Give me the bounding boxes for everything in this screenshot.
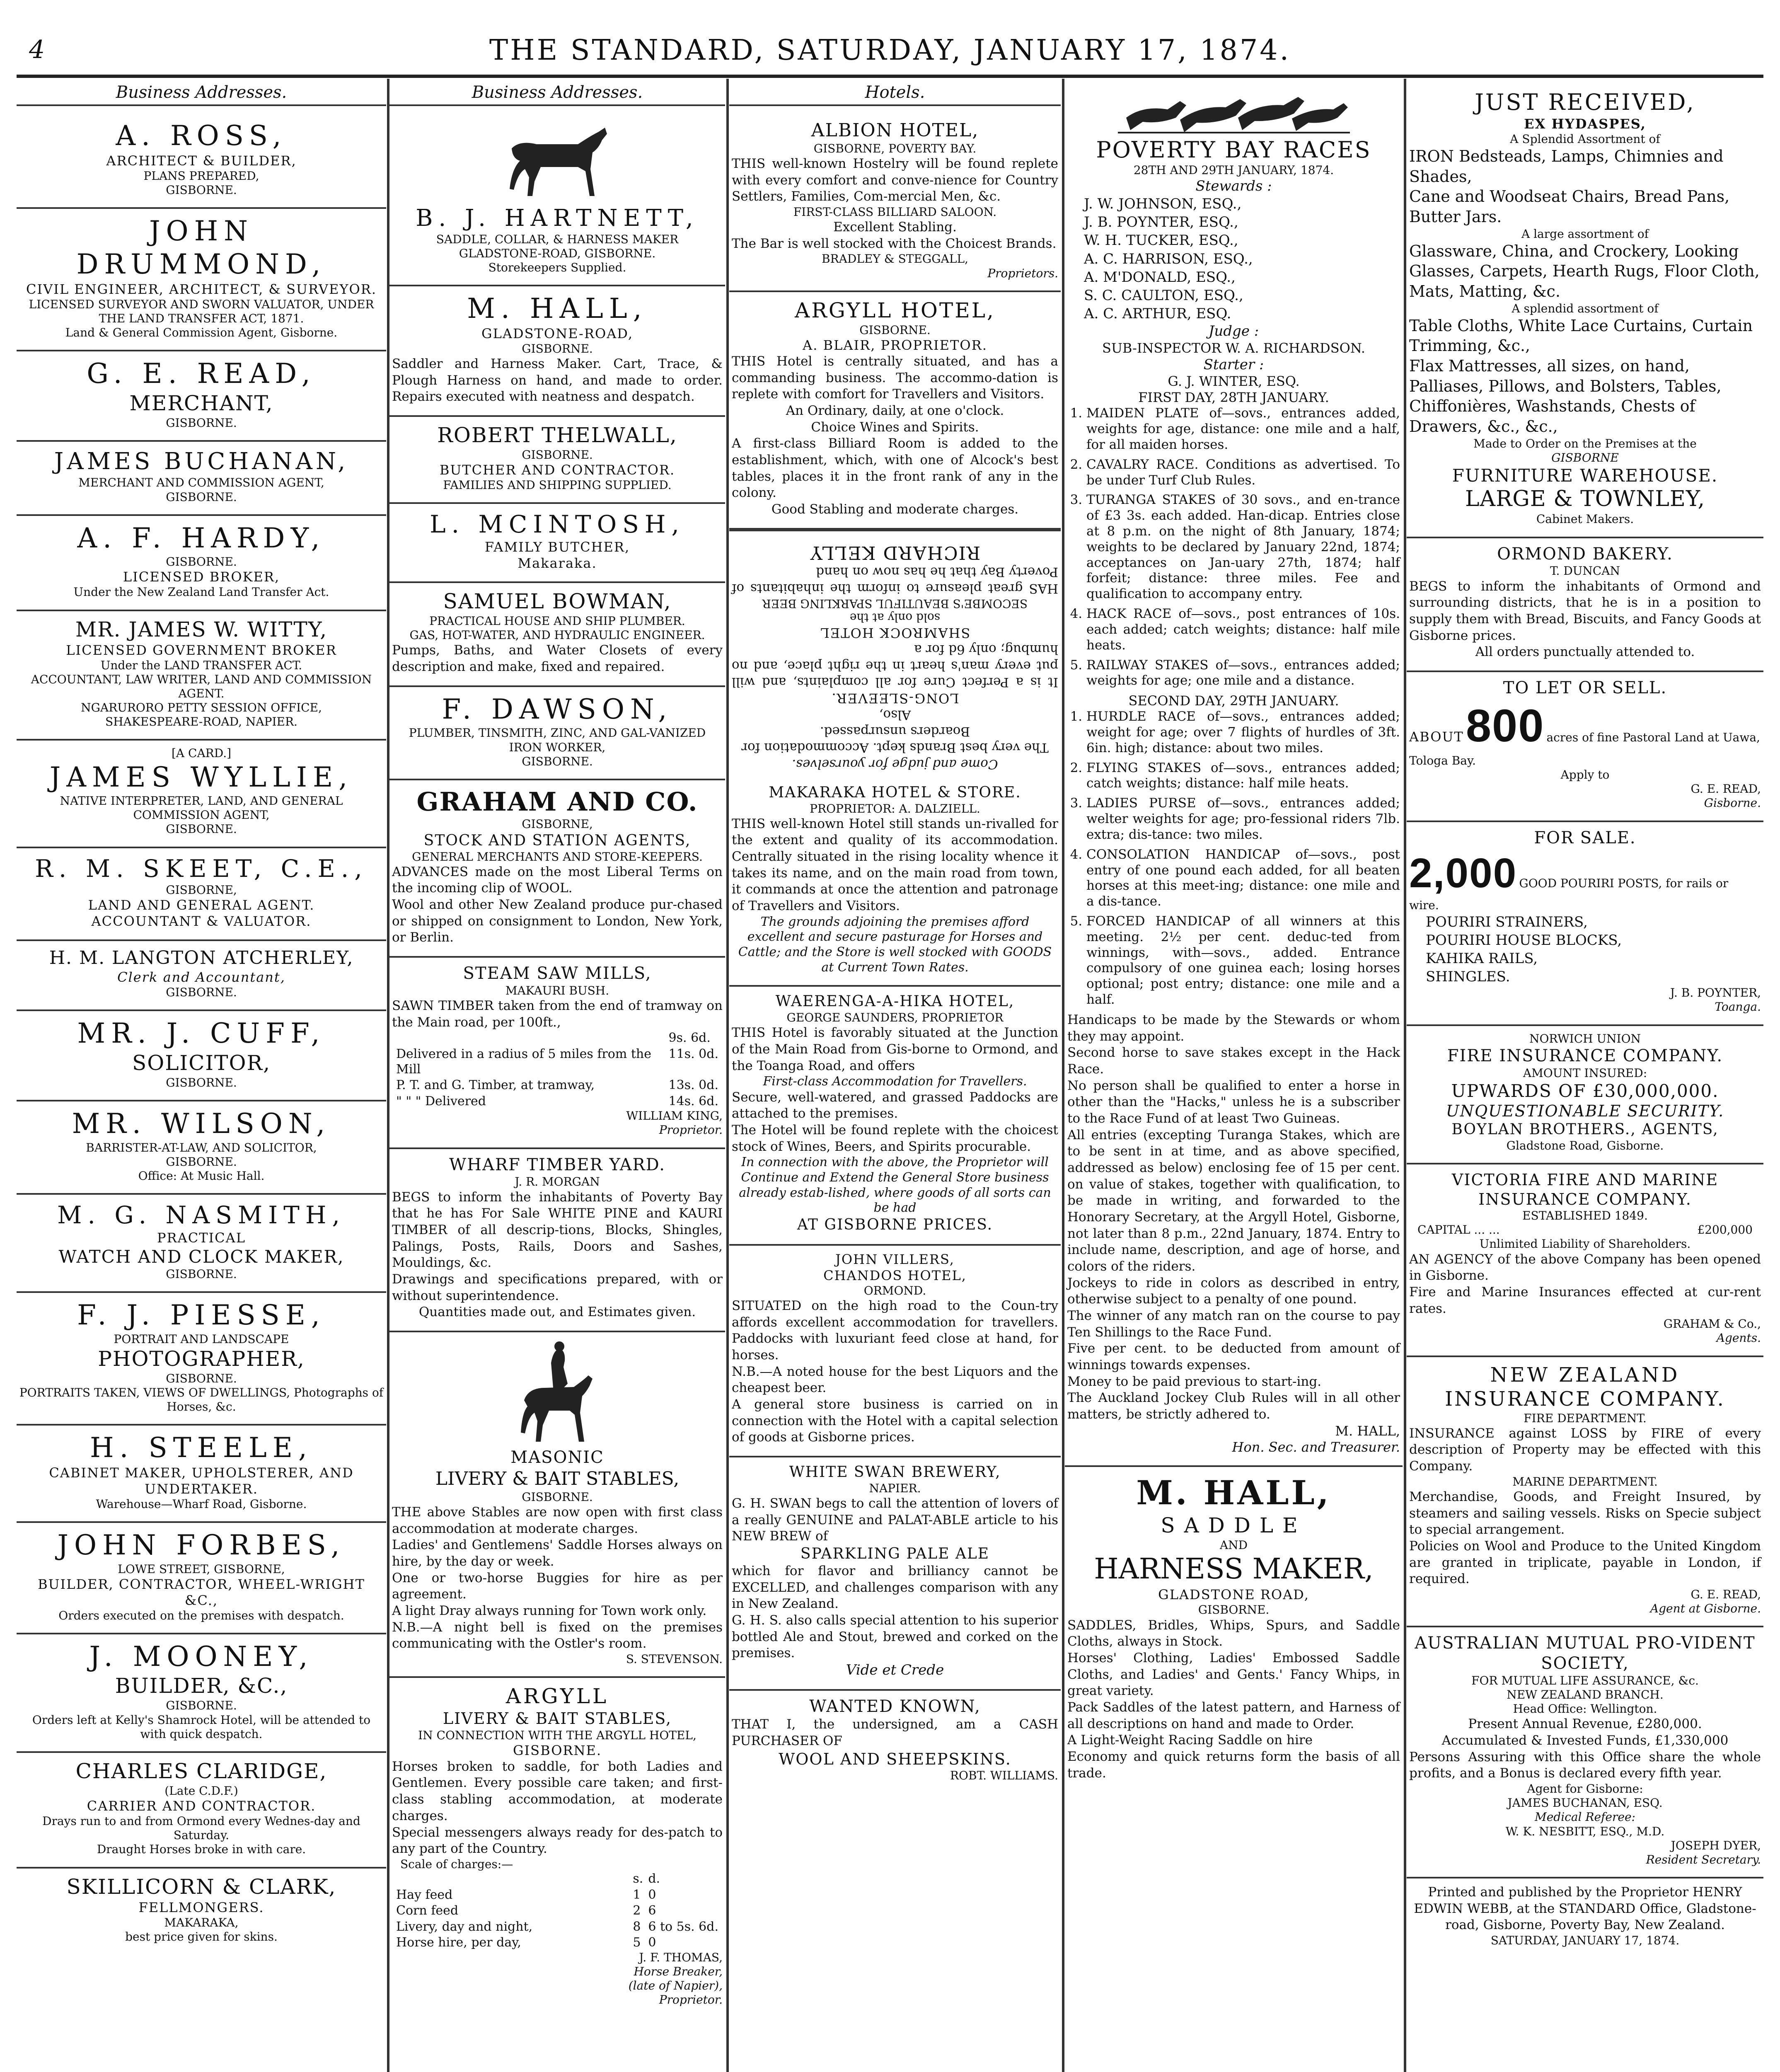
ad-norwich-union: NORWICH UNION FIRE INSURANCE COMPANY. AMOUNT INSURED: UPWARDS OF £30,000,000. UNQUESTIONABLE SECURITY. BOYLAN BROTHERS., AGENTS, Gladstone Road, Gisborne. <box>1407 1026 1763 1165</box>
race-item: 2. FLYING STAKES of—sovs., entrances added; catch weights; distance: half mile heats. <box>1086 760 1400 792</box>
ad-witty: MR. JAMES W. WITTY, LICENSED GOVERNMENT BROKER Under the LAND TRANSFER ACT. ACCOUNTANT, LAW WRITER, LAND AND COMMISSION AGENT. NGARURORO PETTY SESSION OFFICE, SHAKESPEARE-ROAD, NAPIER. <box>17 611 386 741</box>
sale-item: POURIRI HOUSE BLOCKS, <box>1426 932 1622 949</box>
ad-graham: GRAHAM AND CO. GISBORNE, STOCK AND STATION AGENTS, GENERAL MERCHANTS AND STORE-KEEPERS. ADVANCES made on the most Liberal Terms on the incoming clip of WOOL. Wool and other New Zealand produce pur-chased or shipped on consignment to London, New York, or Berlin. <box>389 780 725 958</box>
price-cell: " " " Delivered <box>396 1094 486 1109</box>
ad-mcintosh: L. MCINTOSH, FAMILY BUTCHER, Makaraka. <box>389 504 725 583</box>
charge-cell: 2 <box>633 1903 641 1918</box>
sale-item: POURIRI STRAINERS, <box>1426 913 1588 930</box>
ad-ross: A. ROSS, ARCHITECT & BUILDER, PLANS PREPARED, GISBORNE. <box>17 114 386 209</box>
ad-buchanan: JAMES BUCHANAN, MERCHANT AND COMMISSION AGENT, GISBORNE. <box>17 442 386 516</box>
ad-hall: M. HALL, GLADSTONE-ROAD, GISBORNE. Saddler and Harness Maker. Cart, Trace, & Plough Harness on hand, and made to order. Repairs executed with neatness and despatch. <box>389 286 725 417</box>
charge-cell: 6 <box>648 1903 656 1918</box>
race-note: Second horse to save stakes except in the Hack Race. <box>1067 1045 1400 1077</box>
ad-albion-hotel: ALBION HOTEL, GISBORNE, POVERTY BAY. THIS well-known Hostelry will be found replete with every comfort and conve-nience for Country Settlers, Families, Com-mercial Men, &c. FIRST-CLASS BILLIARD SALOON. Excellent Stabling. The Bar is well stocked with the Choicest Brands. BRADLEY & STEGGALL, Proprietors. <box>729 114 1061 292</box>
ad-chandos-hotel: JOHN VILLERS, CHANDOS HOTEL, ORMOND. SITUATED on the high road to the Coun-try affords excellent accommodation for travellers. Paddocks with luxuriant feed close at hand, for horses. N.B.—A noted house for the best Liquors and the cheapest beer. A general store business is carried on in connection with the Hotel with a capital selection of goods at Gisborne prices. <box>729 1246 1061 1457</box>
charge-cell: Livery, day and night, <box>396 1919 533 1934</box>
race-note: The Auckland Jockey Club Rules will in all other matters, be strictly adhered to. <box>1067 1390 1400 1422</box>
race-notes <box>1067 1012 1400 1423</box>
ad-victoria-insurance: VICTORIA FIRE AND MARINE INSURANCE COMPANY. ESTABLISHED 1849. CAPITAL ... ... £200,000 Unlimited Liability of Shareholders. AN AGENCY of the above Company has been opened in Gisborne. Fire and Marine Insurances effected at cur-rent rates. GRAHAM & Co., Agents. <box>1407 1164 1763 1357</box>
ad-name: MR. J. CUFF, <box>77 1017 326 1050</box>
ad-claridge: CHARLES CLARIDGE, (Late C.D.F.) CARRIER AND CONTRACTOR. Drays run to and from Ormond every Wednes-day and Saturday. Draught Horses broke in with care. <box>17 1753 386 1869</box>
race-note: Five per cent. to be deducted from amount of winnings towards expenses. <box>1067 1341 1400 1372</box>
ad-hall-harness-maker: M. HALL, SADDLE AND HARNESS MAKER, GLADSTONE ROAD, GISBORNE. SADDLES, Bridles, Whips, Spurs, and Saddle Cloths, always in Stock. Horses' Clothing, Ladies' Embossed Saddle Cloths, and Ladies' and Gents.' Fancy Whips, in great variety. Pack Saddles of the latest pattern, and Harness of all descriptions on hand and made to Order. A Light-Weight Racing Saddle on hire Economy and quick returns form the basis of all trade. <box>1067 1473 1400 1781</box>
price-cell <box>396 1031 659 1046</box>
price-cell: 11s. 0d. <box>668 1046 718 1061</box>
price-cell: P. T. and G. Timber, at tramway, <box>396 1078 595 1093</box>
ad-atcherley: H. M. LANGTON ATCHERLEY, Clerk and Accountant, GISBORNE. <box>17 941 386 1011</box>
ad-name: GRAHAM AND CO. <box>416 786 698 817</box>
ad-name: J. MOONEY, <box>89 1640 314 1673</box>
ad-argyll-stables: ARGYLL LIVERY & BAIT STABLES, IN CONNECTION WITH THE ARGYLL HOTEL, GISBORNE. Horses broken to saddle, for both Ladies and Gentlemen. Every possible care taken; and first-class stabling accommodation, at moderate charges. Special messengers always ready for des-patch to any part of the Country. Scale of charges:— s. d. Hay feed 1 0 Corn feed 2 6 Livery, day and night, 8 6 to 5s. 6d. Horse hire, per day, 5 0 J. F. THOMAS, Horse Breaker, (late of Napier), Proprietor. <box>392 1684 723 2007</box>
ad-skillicorn: SKILLICORN & CLARK, FELLMONGERS. MAKARAKA, best price given for skins. <box>17 1869 386 1954</box>
charge-cell <box>396 1871 628 1887</box>
ad-hartnett: B. J. HARTNETT, SADDLE, COLLAR, & HARNESS MAKER GLADSTONE-ROAD, GISBORNE. Storekeepers Supplied. <box>389 114 725 286</box>
column-advertisements-5 <box>1407 83 1763 2072</box>
price-cell: Delivered in a radius of 5 miles from the Mill <box>396 1046 651 1077</box>
ad-cuff: MR. J. CUFF, SOLICITOR, GISBORNE. <box>17 1011 386 1101</box>
ad-name: R. M. SKEET, C.E., <box>35 854 368 883</box>
steward-name: A. C. ARTHUR, ESQ. <box>1084 305 1231 322</box>
column-business-addresses-1 <box>17 83 386 2072</box>
ad-for-sale: FOR SALE. 2,000 GOOD POURIRI POSTS, for rails or wire. POURIRI STRAINERS, POURIRI HOUSE BLOCKS, KAHIKA RAILS, SHINGLES. J. B. POYNTER, Toanga. <box>1407 822 1763 1026</box>
ad-argyll-hotel: ARGYLL HOTEL, GISBORNE. A. BLAIR, PROPRIETOR. THIS Hotel is centrally situated, and has a commanding business. The accommo-dation is replete with comfort for Travellers and Visitors. An Ordinary, daily, at one o'clock. Choice Wines and Spirits. A first-class Billiard Room is added to the establishment, which, with one of Alcock's best tables, places it in the front rank of any in the colony. Good Stabling and moderate charges. <box>729 292 1061 530</box>
ad-masonic-stables: MASONIC LIVERY & BAIT STABLES, GISBORNE. THE above Stables are now open with first class accommodation at moderate charges. Ladies' and Gentlemens' Saddle Horses always on hire, by the day or week. One or two-horse Buggies for hire as per agreement. A light Dray always running for Town work only. N.B.—A night bell is fixed on the premises communicating with the Ostler's room. S. STEVENSON. <box>389 1332 725 1678</box>
ad-piesse: F. J. PIESSE, PORTRAIT AND LANDSCAPE PHOTOGRAPHER, GISBORNE. PORTRAITS TAKEN, VIEWS OF DWELLINGS, Photographs of Horses, &c. <box>17 1293 386 1426</box>
race-item: 3. LADIES PURSE of—sovs., entrances added; welter weights for age; pro-fessional riders 7lb. extra; dis-tance: two miles. <box>1086 796 1400 842</box>
steward-name: S. C. CAULTON, ESQ., <box>1084 287 1243 304</box>
race-item: 3. TURANGA STAKES of 30 sovs., and en-trance of £3 3s. each added. Han-dicap. Entries close at 8 p.m. on the night of 8th January, 1874; weights to be declared by January 22nd, 1874; acceptances on Jan-uary 27th, 1874; half forfeit; distance: three miles. Fee and qualification to accompany entry. <box>1086 492 1400 602</box>
ad-name: JOHN FORBES, <box>57 1529 346 1561</box>
charge-col-header: d. <box>648 1871 660 1886</box>
ad-makaraka-hotel: MAKARAKA HOTEL & STORE. PROPRIETOR: A. DALZIELL. THIS well-known Hotel still stands un-rivalled for the extent and quality of its accommodation. Centrally situated in the rising locality whence it takes its name, and on the main road from town, it commands at once the attention and patronage of Travellers and Visitors. The grounds adjoining the premises afford excellent and secure pasturage for Horses and Cattle; and the Store is well stocked with GOODS at Current Town Rates. <box>729 778 1061 987</box>
ad-name: B. J. HARTNETT, <box>416 204 699 232</box>
stewards-list <box>1067 195 1400 323</box>
ad-skeet: R. M. SKEET, C.E., GISBORNE, LAND AND GENERAL AGENT. ACCOUNTANT & VALUATOR. <box>17 848 386 942</box>
ad-steele: H. STEELE, CABINET MAKER, UPHOLSTERER, AND UNDERTAKER. Warehouse—Wharf Road, Gisborne. <box>17 1426 386 1523</box>
sale-item: SHINGLES. <box>1426 968 1510 985</box>
race-item: 2. CAVALRY RACE. Conditions as advertised. To be under Turf Club Rules. <box>1086 457 1400 489</box>
ad-name: L. MCINTOSH, <box>430 510 685 539</box>
charge-cell: 6 to 5s. 6d. <box>648 1919 718 1934</box>
ad-new-zealand-insurance: NEW ZEALAND INSURANCE COMPANY. FIRE DEPARTMENT. INSURANCE against LOSS by FIRE of every description of Property may be effected with this Company. MARINE DEPARTMENT. Merchandise, Goods, and Freight Insured, by steamers and sailing vessels. Risks on Specie subject to special arrangement. Policies on Wool and Produce to the United Kingdom are granted in triplicate, payable in London, if required. G. E. READ, Agent at Gisborne. <box>1407 1357 1763 1628</box>
ad-name: JAMES BUCHANAN, <box>54 448 349 475</box>
ad-to-let-or-sell: TO LET OR SELL. ABOUT 800 acres of fine Pastoral Land at Uawa, Tologa Bay. Apply to G. E. READ, Gisborne. <box>1407 672 1763 822</box>
charge-col-header: s. <box>633 1871 643 1886</box>
imprint: Printed and published by the Proprietor HENRY EDWIN WEBB, at the STANDARD Office, Gladstone-road, Gisborne, Poverty Bay, New Zealand. SATURDAY, JANUARY 17, 1874. <box>1414 1884 1756 1947</box>
race-note: No person shall be qualified to enter a horse in other than the "Hacks," unless he is a subscriber to the Race Fund of at least Two Guineas. <box>1067 1078 1400 1126</box>
ad-name: M. HALL, <box>467 293 648 325</box>
price-cell: 13s. 0d. <box>668 1078 718 1093</box>
ad-kelly-shamrock-inverted: Come and judge for yourselves. The very best Brands kept. Accommodation for Boarders unsurpassed. Also, LONG-SLEEVER. It is a Perfect Cure for all complaints, and will put every man's heart in the right place, and no humbug; only 6d for a SHAMROCK HOTEL sold only at the SECOMBE'S BEAUTIFUL SPARKLING BEER HAS great pleasure to inform the inhabitants of Poverty Bay that he has now on hand RICHARD KELLY <box>729 530 1061 778</box>
race-note: The winner of any match ran on the course to pay Ten Shillings to the Race Fund. <box>1067 1308 1400 1340</box>
racehorses-icon <box>1118 89 1350 134</box>
ad-name: H. STEELE, <box>89 1432 313 1464</box>
steward-name: W. H. TUCKER, ESQ., <box>1084 232 1238 249</box>
price-table <box>392 1031 723 1109</box>
horse-icon <box>495 119 619 202</box>
ad-name: JAMES WYLLIE, <box>49 761 353 793</box>
steward-name: A. C. HARRISON, ESQ., <box>1084 250 1253 267</box>
race-note: Handicaps to be made by the Stewards or whom they may appoint. <box>1067 1012 1400 1044</box>
horse-rider-icon <box>512 1338 603 1446</box>
ad-name: H. M. LANGTON ATCHERLEY, <box>49 947 354 969</box>
ad-name: ROBERT THELWALL, <box>437 423 677 448</box>
charge-cell: Corn feed <box>396 1903 459 1918</box>
ad-name: SAMUEL BOWMAN, <box>443 589 672 614</box>
ad-poverty-bay-races: POVERTY BAY RACES 28TH AND 29TH JANUARY, 1874. Stewards : J. W. JOHNSON, ESQ., J. B. POYNTER, ESQ., W. H. TUCKER, ESQ., A. C. HARRISON, ESQ., A. M'DONALD, ESQ., S. C. CAULTON, ESQ., A. C. ARTHUR, ESQ. Judge : SUB-INSPECTOR W. A. RICHARDSON. Starter : G. J. WINTER, ESQ. FIRST DAY, 28TH JANUARY. 1. MAIDEN PLATE of—sovs., entrances added, weights for age, distance: one mile and a half, for all maiden horses. 2. CAVALRY RACE. Conditions as advertised. To be under Turf Club Rules. 3. TURANGA STAKES of 30 sovs., and en-trance of £3 3s. each added. Han-dicap. Entries close at 8 p.m. on the night of 8th January, 1874; weights to be declared by January 22nd, 1874; acceptances on Jan-uary 27th, 1874; half forfeit; distance: three miles. Fee and qualification to accompany entry. 4. HACK RACE of—sovs., post entrances of 10s. each added; catch weights; distance: half mile heats. 5. RAILWAY STAKES of—sovs., entrances added; weights for age; one mile and a distance. SECOND DAY, 29TH JANUARY. 1. HURDLE RACE of—sovs., entrances added; weight for age; over 7 flights of hurdles of 3ft. 6in. high; distance: about two miles. 2. FLYING STAKES of—sovs., entrances added; catch weights; distance: half mile heats. 3. LADIES PURSE of—sovs., entrances added; welter weights for age; pro-fessional riders 7lb. extra; dis-tance: two miles. 4. CONSOLATION HANDICAP of—sovs., post entry of one pound each added, for all beaten horses at this meet-ing; distance: one mile and a dis-tance. 5. FORCED HANDICAP of all winners at this meeting. 2½ per cent. deduc-ted from winnings, with—sovs., added. Entrance compulsory of one guinea each; losing horses optional; post entry; distance: one mile and a half. Handicaps to be made by the Stewards or whom they may appoint. Second horse to save stakes except in the Hack Race. No person shall be qualified to enter a horse in other than the "Hacks," unless he is a subscriber to the Race Fund of at least Two Guineas. All entries (excepting Turanga Stakes, which are to be sent in at time, and as above specified, addressed as below) enclosing fee of 15 per cent. on value of stakes, together with qualification, to be made in writing, and forwarded to the Honorary Secretary, at the Argyll Hotel, Gisborne, not later than 8 p.m., 22nd January, 1874. Entry to include name, description, and age of horse, and colors of the riders. Jockeys to ride in colors as described in entry, otherwise subject to a penalty of one pound. The winner of any match ran on the course to pay Ten Shillings to the Race Fund. Five per cent. to be deducted from amount of winnings towards expenses. Money to be paid previous to start-ing. The Auckland Jockey Club Rules will in all other matters, be strictly adhered to. M. HALL, Hon. Sec. and Treasurer. <box>1065 83 1403 1467</box>
ad-wanted-known: WANTED KNOWN, THAT I, the undersigned, am a CASH PURCHASER OF WOOL AND SHEEPSKINS. ROBT. WILLIAMS. <box>732 1697 1058 1783</box>
ad-drummond: JOHN DRUMMOND, CIVIL ENGINEER, ARCHITECT, & SURVEYOR. LICENSED SURVEYOR AND SWORN VALUATOR, UNDER THE LAND TRANSFER ACT, 1871. Land & General Commission Agent, Gisborne. <box>17 209 386 352</box>
race-note: Money to be paid previous to start-ing. <box>1067 1374 1322 1389</box>
ad-ormond-bakery: ORMOND BAKERY. T. DUNCAN BEGS to inform the inhabitants of Ormond and surrounding districts, that he is in a position to supply them with Bread, Biscuits, and Fancy Goods at Gisborne prices. All orders punctually attended to. <box>1407 538 1763 672</box>
race-item: 5. RAILWAY STAKES of—sovs., entrances added; weights for age; one mile and a distance. <box>1086 658 1400 689</box>
charge-cell: 5 <box>633 1935 641 1950</box>
masthead <box>17 12 1763 78</box>
ad-steam-saw-mills: STEAM SAW MILLS, MAKAURI BUSH. SAWN TIMBER taken from the end of tramway on the Main road, per 100ft., 9s. 6d. Delivered in a radius of 5 miles from the Mill 11s. 0d. P. T. and G. Timber, at tramway, 13s. 0d. " " " Delivered 14s. 6d. WILLIAM KING, Proprietor. <box>389 958 725 1149</box>
race-note: Jockeys to ride in colors as described in entry, otherwise subject to a penalty of one pound. <box>1067 1275 1400 1307</box>
price-cell: 9s. 6d. <box>668 1031 711 1046</box>
ad-name: A. ROSS, <box>116 120 287 152</box>
column-business-addresses-2 <box>389 83 725 2072</box>
charge-cell: 0 <box>648 1935 656 1950</box>
steward-name: J. W. JOHNSON, ESQ., <box>1084 196 1242 213</box>
column-rule <box>1062 79 1064 2072</box>
ad-mooney: J. MOONEY, BUILDER, &C., GISBORNE. Orders left at Kelly's Shamrock Hotel, will be attended to with quick despatch. <box>17 1634 386 1753</box>
race-item: 5. FORCED HANDICAP of all winners at this meeting. 2½ per cent. deduc-ted from winnings, with—sovs., added. Entrance compulsory of one guinea each; losing horses optional; post entry; distance: one mile and a half. <box>1086 914 1400 1008</box>
column-rule <box>726 79 729 2072</box>
charge-cell: Horse hire, per day, <box>396 1935 521 1950</box>
day1-race-list <box>1067 406 1400 689</box>
charge-cell: Hay feed <box>396 1887 453 1902</box>
ad-forbes: JOHN FORBES, LOWE STREET, GISBORNE, BUILDER, CONTRACTOR, WHEEL-WRIGHT &C., Orders executed on the premises with despatch. <box>17 1523 386 1634</box>
ad-name: MR. JAMES W. WITTY, <box>75 617 328 641</box>
ad-name: F. DAWSON, <box>442 693 673 725</box>
ad-wilson: MR. WILSON, BARRISTER-AT-LAW, AND SOLICITOR, GISBORNE. Office: At Music Hall. <box>17 1101 386 1195</box>
ad-hardy: A. F. HARDY, GISBORNE. LICENSED BROKER, Under the New Zealand Land Transfer Act. <box>17 516 386 611</box>
ad-name: MR. WILSON, <box>72 1108 331 1140</box>
column-header: Business Addresses. <box>389 83 725 106</box>
column-header: Business Addresses. <box>17 83 386 106</box>
charge-cell: 1 <box>633 1887 641 1902</box>
ad-name: SKILLICORN & CLARK, <box>66 1874 336 1899</box>
race-item: 4. CONSOLATION HANDICAP of—sovs., post entry of one pound each added, for all beaten horses at this meet-ing; distance: one mile and a dis-tance. <box>1086 847 1400 910</box>
ad-australian-mutual: AUSTRALIAN MUTUAL PRO-VIDENT SOCIETY, FOR MUTUAL LIFE ASSURANCE, &c. NEW ZEALAND BRANCH. Head Office: Wellington. Present Annual Revenue, £280,000. Accumulated & Invested Funds, £1,330,000 Persons Assuring with this Office share the whole profits, and a Bonus is declared every fifth year. Agent for Gisborne: JAMES BUCHANAN, ESQ. Medical Referee: W. K. NESBITT, ESQ., M.D. JOSEPH DYER, Resident Secretary. <box>1407 1627 1763 1878</box>
sale-item: KAHIKA RAILS, <box>1426 950 1538 967</box>
newspaper-title: THE STANDARD, SATURDAY, JANUARY 17, 1874. <box>489 34 1291 67</box>
ad-name: A. F. HARDY, <box>77 522 326 554</box>
ad-wyllie: [A CARD.] JAMES WYLLIE, NATIVE INTERPRETER, LAND, AND GENERAL COMMISSION AGENT, GISBORNE. <box>17 741 386 848</box>
charge-cell: 8 <box>633 1919 641 1934</box>
steward-name: J. B. POYNTER, ESQ., <box>1084 214 1238 231</box>
column-hotels <box>729 83 1061 2072</box>
race-item: 4. HACK RACE of—sovs., post entrances of 10s. each added; catch weights; distance: half mile heats. <box>1086 606 1400 653</box>
ad-name: F. J. PIESSE, <box>77 1299 326 1331</box>
ad-nasmith: M. G. NASMITH, PRACTICAL WATCH AND CLOCK MAKER, GISBORNE. <box>17 1195 386 1293</box>
charges-table <box>392 1871 723 1951</box>
ad-wharf-timber-yard: WHARF TIMBER YARD. J. R. MORGAN BEGS to inform the inhabitants of Poverty Bay that he has For Sale WHITE PINE and KAURI TIMBER of all descrip-tions, Blocks, Shingles, Palings, Posts, Rails, Doors and Sashes, Mouldings, &c. Drawings and specifications prepared, with or without superintendence. Quantities made out, and Estimates given. <box>389 1149 725 1332</box>
charge-cell: 0 <box>648 1887 656 1902</box>
ad-bowman: SAMUEL BOWMAN, PRACTICAL HOUSE AND SHIP PLUMBER. GAS, HOT-WATER, AND HYDRAULIC ENGINEER. Pumps, Baths, and Water Closets of every description and make, fixed and repaired. <box>389 583 725 687</box>
column-rule <box>1404 79 1406 2072</box>
ad-waerenga-hotel: WAERENGA-A-HIKA HOTEL, GEORGE SAUNDERS, PROPRIETOR THIS Hotel is favorably situated at the Junction of the Main Road from Gis-borne to Ormond, and the Toanga Road, and offers First-class Accommodation for Travellers. Secure, well-watered, and grassed Paddocks are attached to the premises. The Hotel will be found replete with the choicest stock of Wines, Beers, and Spirits procurable. In connection with the above, the Proprietor will Continue and Extend the General Store business already estab-lished, where goods of all sorts can be had AT GISBORNE PRICES. <box>729 987 1061 1246</box>
column-races <box>1065 83 1403 2072</box>
ad-name: G. E. READ, <box>87 358 316 390</box>
race-item: 1. HURDLE RACE of—sovs., entrances added; weight for age; over 7 flights of hurdles of 3ft. 6in. high; distance: about two miles. <box>1086 709 1400 756</box>
ad-white-swan-brewery: WHITE SWAN BREWERY, NAPIER. G. H. SWAN begs to call the attention of lovers of a really GENUINE and PALAT-ABLE article to his NEW BREW of SPARKLING PALE ALE which for flavor and brilliancy cannot be EXCELLED, and challenges comparison with any in New Zealand. G. H. S. also calls special attention to his superior bottled Ale and Stout, brewed and corked on the premises. Vide et Crede <box>729 1457 1061 1690</box>
day2-race-list <box>1067 709 1400 1008</box>
ad-just-received: JUST RECEIVED, EX HYDASPES, A Splendid Assortment of IRON Bedsteads, Lamps, Chimnies and Shades, Cane and Woodseat Chairs, Bread Pans, Butter Jars. A large assortment of Glassware, China, and Crockery, Looking Glasses, Carpets, Hearth Rugs, Floor Cloth, Mats, Matting, &c. A splendid assortment of Table Cloths, White Lace Curtains, Curtain Trimming, &c., Flax Mattresses, all sizes, on hand, Palliases, Pillows, and Bolsters, Tables, Chiffonières, Washstands, Chests of Drawers, &c., &c., Made to Order on the Premises at the GISBORNE FURNITURE WAREHOUSE. LARGE & TOWNLEY, Cabinet Makers. <box>1407 83 1763 538</box>
ad-dawson: F. DAWSON, PLUMBER, TINSMITH, ZINC, AND GAL-VANIZED IRON WORKER, GISBORNE. <box>389 687 725 780</box>
ad-name: CHARLES CLARIDGE, <box>75 1759 327 1783</box>
race-item: 1. MAIDEN PLATE of—sovs., entrances added, weights for age, distance: one mile and a half, for all maiden horses. <box>1086 406 1400 453</box>
ad-name: JOHN DRUMMOND, <box>76 215 326 281</box>
race-note: All entries (excepting Turanga Stakes, which are to be sent in at time, and as above specified, addressed as below) enclosing fee of 15 per cent. on value of stakes, together with qualification, to be made in writing, and forwarded to the Honorary Secretary, at the Argyll Hotel, Gisborne, not later than 8 p.m., 22nd January, 1874. Entry to include name, description, and age of horse, and colors of the riders. <box>1067 1127 1400 1274</box>
sale-items-list <box>1409 913 1761 986</box>
ad-name: M. G. NASMITH, <box>57 1201 346 1229</box>
ad-thelwall: ROBERT THELWALL, GISBORNE. BUTCHER AND CONTRACTOR. FAMILIES AND SHIPPING SUPPLIED. <box>389 417 725 504</box>
steward-name: A. M'DONALD, ESQ., <box>1084 269 1236 286</box>
ad-read: G. E. READ, MERCHANT, GISBORNE. <box>17 351 386 442</box>
column-header: Hotels. <box>729 83 1061 106</box>
price-cell: 14s. 6d. <box>668 1094 718 1109</box>
page-number: 4 <box>29 35 45 64</box>
